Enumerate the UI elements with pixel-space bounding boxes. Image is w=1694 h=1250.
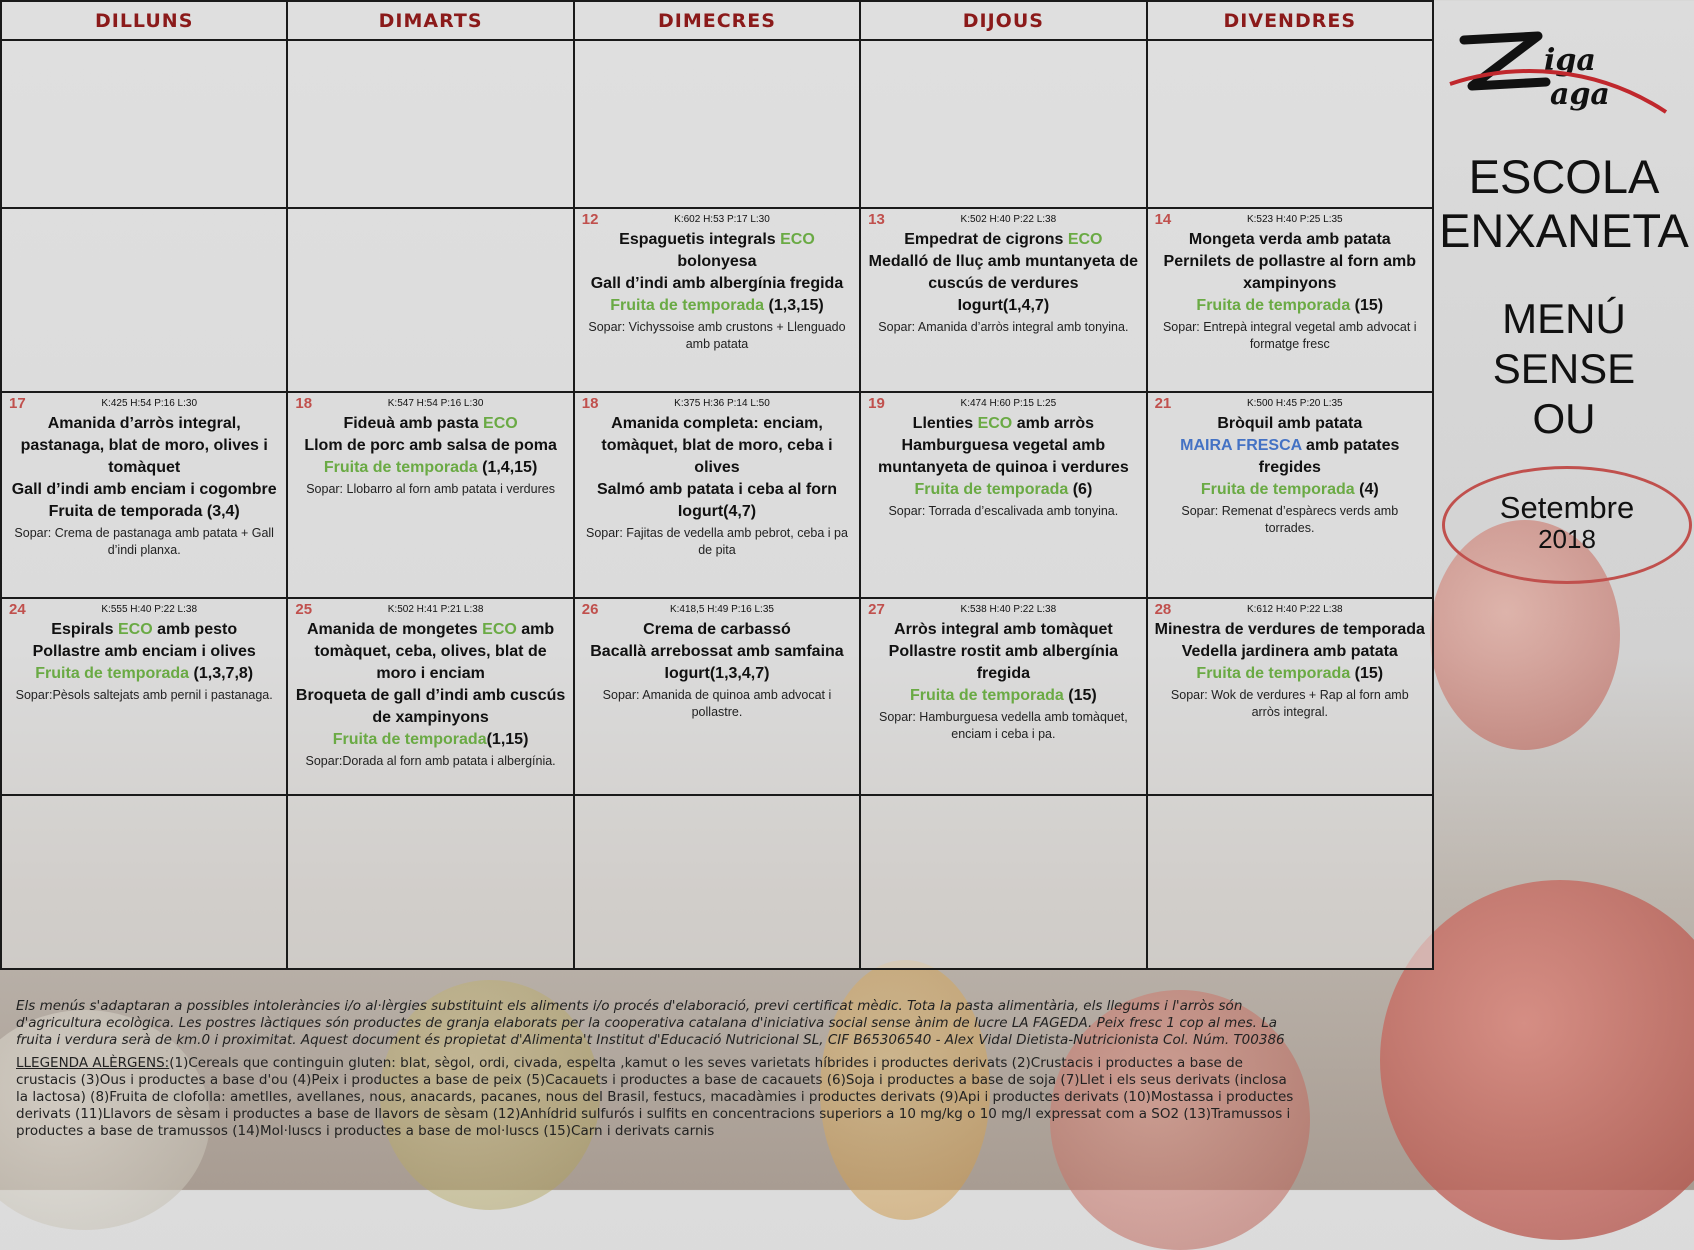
dinner-suggestion: Sopar: Entrepà integral vegetal amb advocat i formatge fresc	[1162, 320, 1417, 351]
nutrition-info: K:474 H:60 P:15 L:25	[960, 398, 1057, 409]
dinner-suggestion: Sopar: Llobarro al forn amb patata i verdures	[306, 482, 555, 496]
empty-cell	[287, 795, 573, 969]
allergens: (1,3,7,8)	[189, 665, 254, 682]
day-number: 26	[581, 601, 599, 618]
dishes	[861, 619, 1145, 707]
dish: Espaguetis integrals	[619, 231, 781, 248]
dish: Amanida completa: enciam, tomàquet, blat de moro, ceba i olives	[601, 415, 833, 476]
day-number: 17	[9, 395, 26, 412]
day-number: 19	[868, 395, 885, 412]
empty-cell	[287, 40, 573, 208]
dish: Crema de carbassó	[643, 621, 791, 638]
nutrition-info: K:425 H:54 P:16 L:30	[101, 398, 197, 409]
menu-cell-18	[287, 392, 573, 598]
day-number: 14	[1154, 211, 1172, 228]
dish: Bacallà arrebossat amb samfaina	[590, 643, 844, 660]
nutrition-info: K:612 H:40 P:22 L:38	[1246, 604, 1343, 615]
nutrition-info: K:555 H:40 P:22 L:38	[101, 604, 197, 615]
fruit-label: Fruita de temporada	[1200, 481, 1355, 498]
dish: amb tomàquet, ceba, olives, blat de moro i enciam	[314, 621, 555, 682]
dish: amb arròs	[1012, 415, 1095, 432]
empty-cell	[860, 40, 1146, 208]
menu-cell-18b	[574, 392, 860, 598]
eco-label: ECO	[977, 415, 1013, 432]
dinner-suggestion: Sopar: Crema de pastanaga amb patata + Gall d’indi planxa.	[14, 526, 274, 557]
menu-cell-25	[287, 598, 573, 795]
dish: Vedella jardinera amb patata	[1181, 643, 1398, 660]
nutrition-info: K:500 H:45 P:20 L:35	[1246, 398, 1343, 409]
empty-cell	[1147, 795, 1433, 969]
day-number: 24	[9, 601, 26, 618]
day-number: 13	[868, 211, 885, 228]
dinner-suggestion: Sopar:Pèsols saltejats amb pernil i pastanaga.	[15, 688, 273, 702]
dish: amb patates fregides	[1258, 437, 1400, 476]
nutrition-info: K:418,5 H:49 P:16 L:35	[669, 604, 774, 615]
dish: Hamburguesa vegetal amb muntanyeta de quinoa i verdures	[878, 437, 1129, 476]
day-header-monday: DILLUNS	[1, 1, 287, 40]
dish: Llom de porc amb salsa de poma	[304, 437, 557, 454]
allergens: (1,3,15)	[764, 297, 824, 314]
dishes	[1148, 413, 1432, 501]
dish: Minestra de verdures de temporada	[1154, 621, 1425, 638]
dishes	[2, 619, 286, 685]
dishes	[575, 619, 859, 685]
menu-cell-24	[1, 598, 287, 795]
dinner-suggestion: Sopar: Wok de verdures + Rap al forn amb arròs integral.	[1170, 688, 1409, 719]
day-header-wednesday: DIMECRES	[574, 1, 860, 40]
year-label: 2018	[1538, 524, 1596, 554]
dinner-suggestion: Sopar: Hamburguesa vedella amb tomàquet, enciam i ceba i pa.	[878, 710, 1128, 741]
dishes	[288, 619, 572, 751]
dinner-suggestion: Sopar: Vichyssoise amb crustons + Llenguado amb patata	[588, 320, 846, 351]
fruit-label: Fruita de temporada	[910, 687, 1064, 704]
dishes	[575, 229, 859, 317]
dish: Pernilets de pollastre al forn amb xampinyons	[1163, 253, 1417, 292]
dish: Amanida d’arròs integral, pastanaga, blat de moro, olives i tomàquet	[20, 415, 268, 476]
svg-text:iga: iga	[1544, 43, 1596, 78]
eco-label: ECO	[482, 621, 517, 638]
day-header-tuesday: DIMARTS	[287, 1, 573, 40]
dishes	[575, 413, 859, 523]
menu-cell-27	[860, 598, 1146, 795]
dish: Arròs integral amb tomàquet	[894, 621, 1113, 638]
dish: Salmó amb patata i ceba al forn	[596, 481, 838, 498]
svg-text:aga: aga	[1550, 77, 1610, 112]
day-number: 21	[1154, 395, 1172, 412]
dish: amb pesto	[152, 621, 238, 638]
dinner-suggestion: Sopar:Dorada al forn amb patata i albergínia.	[305, 754, 556, 768]
dishes	[1148, 619, 1432, 685]
dish: Iogurt(1,3,4,7)	[664, 665, 770, 682]
nutrition-info: K:547 H:54 P:16 L:30	[387, 398, 484, 409]
fruit-label: Fruita de temporada	[1196, 665, 1351, 682]
fruit-label: Fruita de temporada	[332, 731, 487, 748]
dish: Mongeta verda amb patata	[1188, 231, 1391, 248]
menu-cell-14	[1147, 208, 1433, 392]
allergens: (6)	[1068, 481, 1093, 498]
dish: Fruita de temporada (3,4)	[48, 503, 240, 520]
month-label: Setembre	[1499, 490, 1635, 525]
allergens: (15)	[1063, 687, 1097, 704]
menu-cell-21	[1147, 392, 1433, 598]
nutrition-info: K:375 H:36 P:14 L:50	[674, 398, 770, 409]
dish: Gall d’indi amb albergínia fregida	[590, 275, 844, 292]
dish: Medalló de lluç amb muntanyeta de cuscús de verdures	[868, 253, 1139, 292]
menu-type: MENÚ SENSE OU	[1492, 295, 1636, 442]
menu-cell-26	[574, 598, 860, 795]
empty-cell	[574, 40, 860, 208]
day-header-friday: DIVENDRES	[1147, 1, 1433, 40]
dinner-suggestion: Sopar: Torrada d’escalivada amb tonyina.	[888, 504, 1119, 518]
fruit-label: Fruita de temporada	[610, 297, 765, 314]
menu-cell-17	[1, 392, 287, 598]
dish: Pollastre rostit amb albergínia fregida	[888, 643, 1119, 682]
day-number: 25	[295, 601, 313, 618]
fresh-fish-label: MAIRA FRESCA	[1180, 437, 1302, 454]
day-number: 18	[581, 395, 599, 412]
dishes	[861, 413, 1145, 501]
dinner-suggestion: Sopar: Amanida d’arròs integral amb tonyina.	[878, 320, 1129, 334]
legend-title: LLEGENDA ALÈRGENS:	[16, 1055, 170, 1071]
allergens: (1,4,15)	[477, 459, 538, 476]
eco-label: ECO	[1067, 231, 1103, 248]
dishes	[2, 413, 286, 523]
menu-cell-13	[860, 208, 1146, 392]
menu-notes: Els menús s'adaptaran a possibles intoleràncies i/o al·lèrgies substituint els aliments i/o procés d'elaboració, previ certificat mèdic. Tota la pasta alimentària, els llegums i l'arròs són d'agricultura ecològica. Les postres làctiques són productes de granja elaborats per la cooperativa catalana d'iniciativa social sense ànim de lucre LA FAGEDA. Peix fresc 1 cop al mes. La fruita i verdura serà de km.0 i proximitat. Aquest document és propietat d'Alimenta't Institut d'Educació Nutricional SL, CIF B65306540 - Alex Vidal Dietista-Nutricionista Col. Núm. T00386	[16, 998, 1285, 1048]
ziga-zaga-logo	[1446, 26, 1668, 114]
empty-cell	[1147, 40, 1433, 208]
dinner-suggestion: Sopar: Fajitas de vedella amb pebrot, ceba i pa de pita	[585, 526, 848, 557]
fruit-label: Fruita de temporada	[1196, 297, 1351, 314]
empty-cell	[1, 795, 287, 969]
dish: Espirals	[51, 621, 118, 638]
dish: Bròquil amb patata	[1217, 415, 1363, 432]
empty-cell	[574, 795, 860, 969]
day-header-thursday: DIJOUS	[860, 1, 1146, 40]
dish: Gall d’indi amb enciam i cogombre	[11, 481, 277, 498]
dish: Iogurt(4,7)	[677, 503, 757, 520]
empty-cell	[1, 208, 287, 392]
dinner-suggestion: Sopar: Remenat d’espàrecs verds amb torrades.	[1181, 504, 1399, 535]
nutrition-info: K:523 H:40 P:25 L:35	[1246, 214, 1343, 225]
dish: Pollastre amb enciam i olives	[32, 643, 256, 660]
dish: Empedrat de cigrons	[904, 231, 1068, 248]
dishes	[861, 229, 1145, 317]
school-name: ESCOLA ENXANETA	[1439, 150, 1689, 257]
nutrition-info: K:502 H:41 P:21 L:38	[387, 604, 484, 615]
day-number: 18	[295, 395, 313, 412]
fruit-label: Fruita de temporada	[914, 481, 1069, 498]
eco-label: ECO	[780, 231, 815, 248]
nutrition-info: K:602 H:53 P:17 L:30	[674, 214, 770, 225]
legend-text: (1)Cereals que continguin gluten: blat, sègol, ordi, civada, espelta ,kamut o les seves varietats híbrides i productes derivats (2)Crustacis i productes a base de crustacis (3)Ous i productes a base d'ou (4)Peix i productes a base de peix (5)Cacauets i productes a base de cacauets (6)Soja i productes a base de soja (7)Llet i els seus derivats (inclosa la lactosa) (8)Fruita de clofolla: ametlles, avellanes, nous, anacards, pacanes, nous del Brasil, festucs, macadàmies i productes derivats (9)Api i productes derivats (10)Mostassa i productes derivats (11)Llavors de sèsam i productes a base de llavors de sèsam (12)Anhídrid sulfurós i sulfits en concentracions superiors a 10 mg/kg o 10 mg/l expressat com a SO2 (13)Tramussos i productes a base de tramussos (14)Mol·luscs i productes a base de mol·luscs (15)Carn i derivats carnis	[16, 1055, 1294, 1139]
dish: bolonyesa	[677, 253, 757, 270]
dish: Broqueta de gall d’indi amb cuscús de xampinyons	[295, 687, 566, 726]
nutrition-info: K:538 H:40 P:22 L:38	[960, 604, 1057, 615]
dinner-suggestion: Sopar: Amanida de quinoa amb advocat i pollastre.	[602, 688, 832, 719]
dish: Fideuà amb pasta	[343, 415, 484, 432]
dish: Iogurt(1,4,7)	[957, 297, 1050, 314]
side-panel	[1434, 0, 1694, 970]
day-number: 27	[868, 601, 885, 618]
empty-cell	[1, 40, 287, 208]
allergens: (4)	[1354, 481, 1379, 498]
nutrition-info: K:502 H:40 P:22 L:38	[960, 214, 1057, 225]
dish: Amanida de mongetes	[307, 621, 483, 638]
eco-label: ECO	[117, 621, 153, 638]
fruit-label: Fruita de temporada	[35, 665, 190, 682]
day-number: 28	[1154, 601, 1172, 618]
month-badge	[1442, 466, 1692, 584]
allergens: (1,15)	[486, 731, 529, 748]
menu-cell-28	[1147, 598, 1433, 795]
allergens: (15)	[1350, 297, 1384, 314]
fruit-label: Fruita de temporada	[323, 459, 478, 476]
menu-cell-12	[574, 208, 860, 392]
empty-cell	[287, 208, 573, 392]
dishes	[1148, 229, 1432, 317]
menu-cell-19	[860, 392, 1146, 598]
allergens: (15)	[1350, 665, 1384, 682]
empty-cell	[860, 795, 1146, 969]
footer	[16, 998, 1302, 1140]
allergen-legend	[16, 1055, 1302, 1140]
day-number: 12	[581, 211, 599, 228]
dishes	[288, 413, 572, 479]
eco-label: ECO	[483, 415, 518, 432]
dish: Llenties	[912, 415, 978, 432]
